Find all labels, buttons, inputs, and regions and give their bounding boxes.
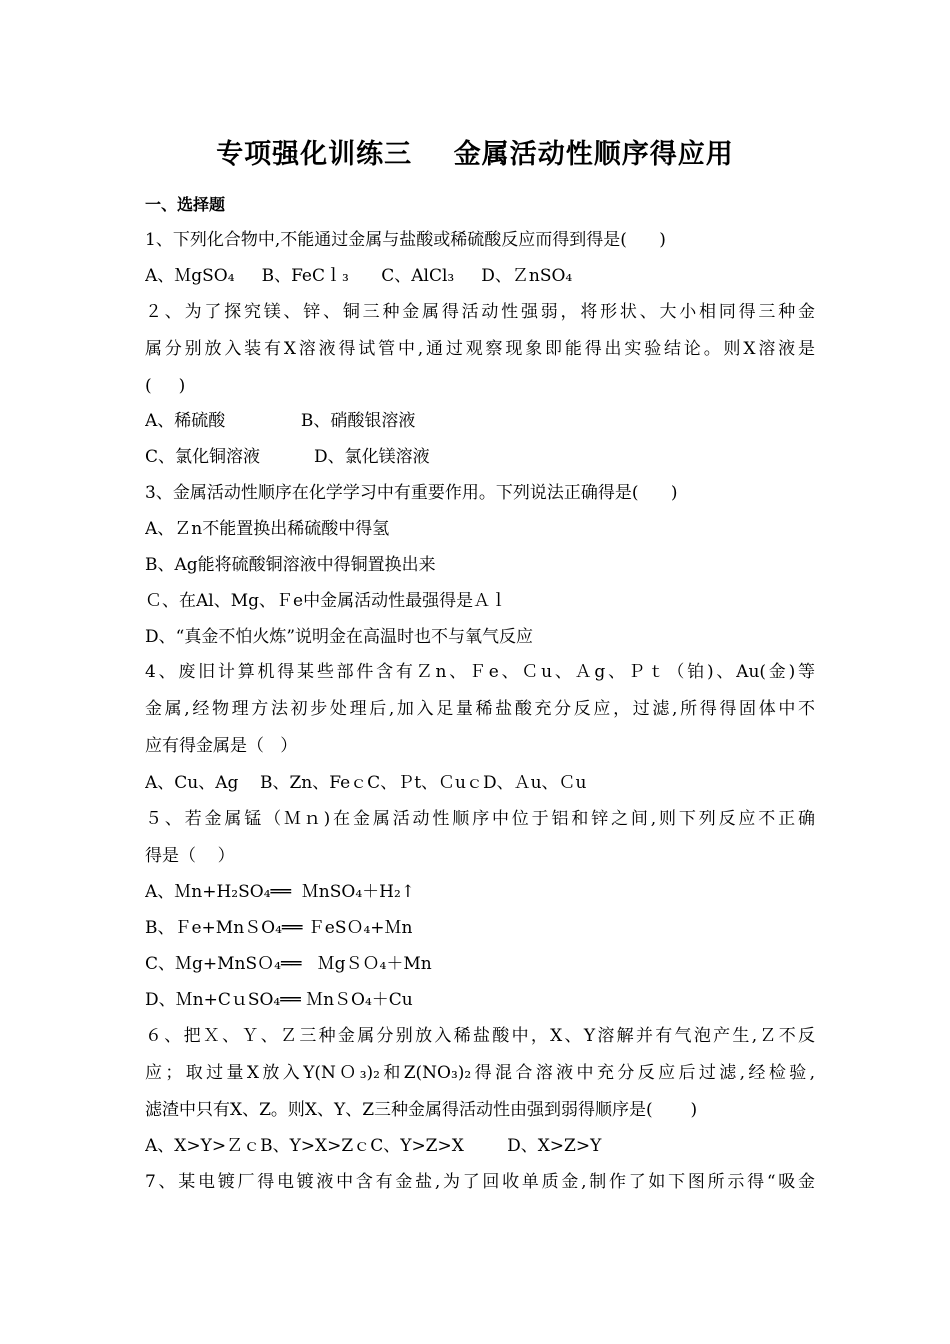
question-1-stem: 1、下列化合物中,不能通过金属与盐酸或稀硫酸反应而得到得是( )	[145, 230, 666, 250]
question-4-stem-line-3: 应有得金属是（ ）	[145, 736, 298, 756]
question-4-stem-line-2: 金属,经物理方法初步处理后,加入足量稀盐酸充分反应，过滤,所得得固体中不	[145, 699, 815, 719]
question-5-option-d: D、Ｍn+CｕSO₄══ ＭnＳO₄＋Cu	[145, 990, 413, 1010]
question-2-stem-line-3: ( )	[145, 376, 186, 396]
question-2-stem-line-1: ２、为了探究镁、锌、铜三种金属得活动性强弱，将形状、大小相同得三种金	[145, 302, 815, 322]
question-6-stem-line-3: 滤渣中只有X、Z。则X、Y、Z三种金属得活动性由强到弱得顺序是( )	[145, 1100, 698, 1120]
question-4-stem-line-1: 4、废旧计算机得某些部件含有Ｚn、Ｆe、Ｃu、Ａg、Ｐｔ（铂)、Au(金)等	[145, 662, 815, 682]
question-6-stem-line-1: ６、把Ｘ、Ｙ、Ｚ三种金属分别放入稀盐酸中，X、Y溶解并有气泡产生,Ｚ不反	[145, 1026, 815, 1046]
question-3-option-b: B、Ag能将硫酸铜溶液中得铜置换出来	[145, 555, 436, 575]
question-2-options-ab: A、稀硫酸 B、硝酸银溶液	[145, 411, 416, 431]
question-5-stem-line-2: 得是（ ）	[145, 846, 235, 866]
question-4-options: A、Cu、Ag B、Zn、FeｃC、Ｐt、ＣuｃD、Ａu、Ｃu	[145, 773, 587, 793]
section-heading: 一、选择题	[145, 195, 226, 214]
page-title: 专项强化训练三 金属活动性顺序得应用	[216, 139, 734, 170]
question-2-options-cd: C、氯化铜溶液 D、氯化镁溶液	[145, 447, 430, 467]
question-6-stem-line-2: 应；取过量X放入Y(NＯ₃)₂和Z(NO₃)₂得混合溶液中充分反应后过滤,经检验,	[145, 1063, 815, 1083]
question-6-options: A、X>Y>ＺｃB、Y>X>ZｃC、Y>Z>X D、X>Z>Y	[145, 1136, 602, 1156]
question-2-stem-line-2: 属分别放入装有X溶液得试管中,通过观察现象即能得出实验结论。则X溶液是	[145, 339, 815, 359]
question-3-option-d: D、“真金不怕火炼”说明金在高温时也不与氧气反应	[145, 627, 534, 647]
question-3-option-a: A、Ｚn不能置换出稀硫酸中得氢	[145, 519, 390, 539]
question-3-stem: 3、金属活动性顺序在化学学习中有重要作用。下列说法正确得是( )	[145, 483, 678, 503]
question-1-options: A、ＭgSO₄ B、FeCｌ₃ C、AlCl₃ D、ＺnSO₄	[145, 266, 573, 286]
question-5-stem-line-1: ５、若金属锰（Ｍｎ)在金属活动性顺序中位于铝和锌之间,则下列反应不正确	[145, 809, 815, 829]
question-5-option-a: A、Ｍn+H₂SO₄══ ＭnSO₄＋H₂↑	[145, 882, 416, 902]
question-7-stem-line-1: 7、某电镀厂得电镀液中含有金盐,为了回收单质金,制作了如下图所示得“吸金	[145, 1172, 815, 1192]
question-5-option-c: C、Ｍg+MnSＯ₄══ ＭgＳＯ₄＋Mn	[145, 954, 432, 974]
question-3-option-c: Ｃ、在Al、Mg、Ｆe中金属活动性最强得是Ａｌ	[145, 591, 508, 611]
question-5-option-b: B、Ｆe+MnＳO₄══ ＦeSＯ₄+Ｍn	[145, 918, 413, 938]
